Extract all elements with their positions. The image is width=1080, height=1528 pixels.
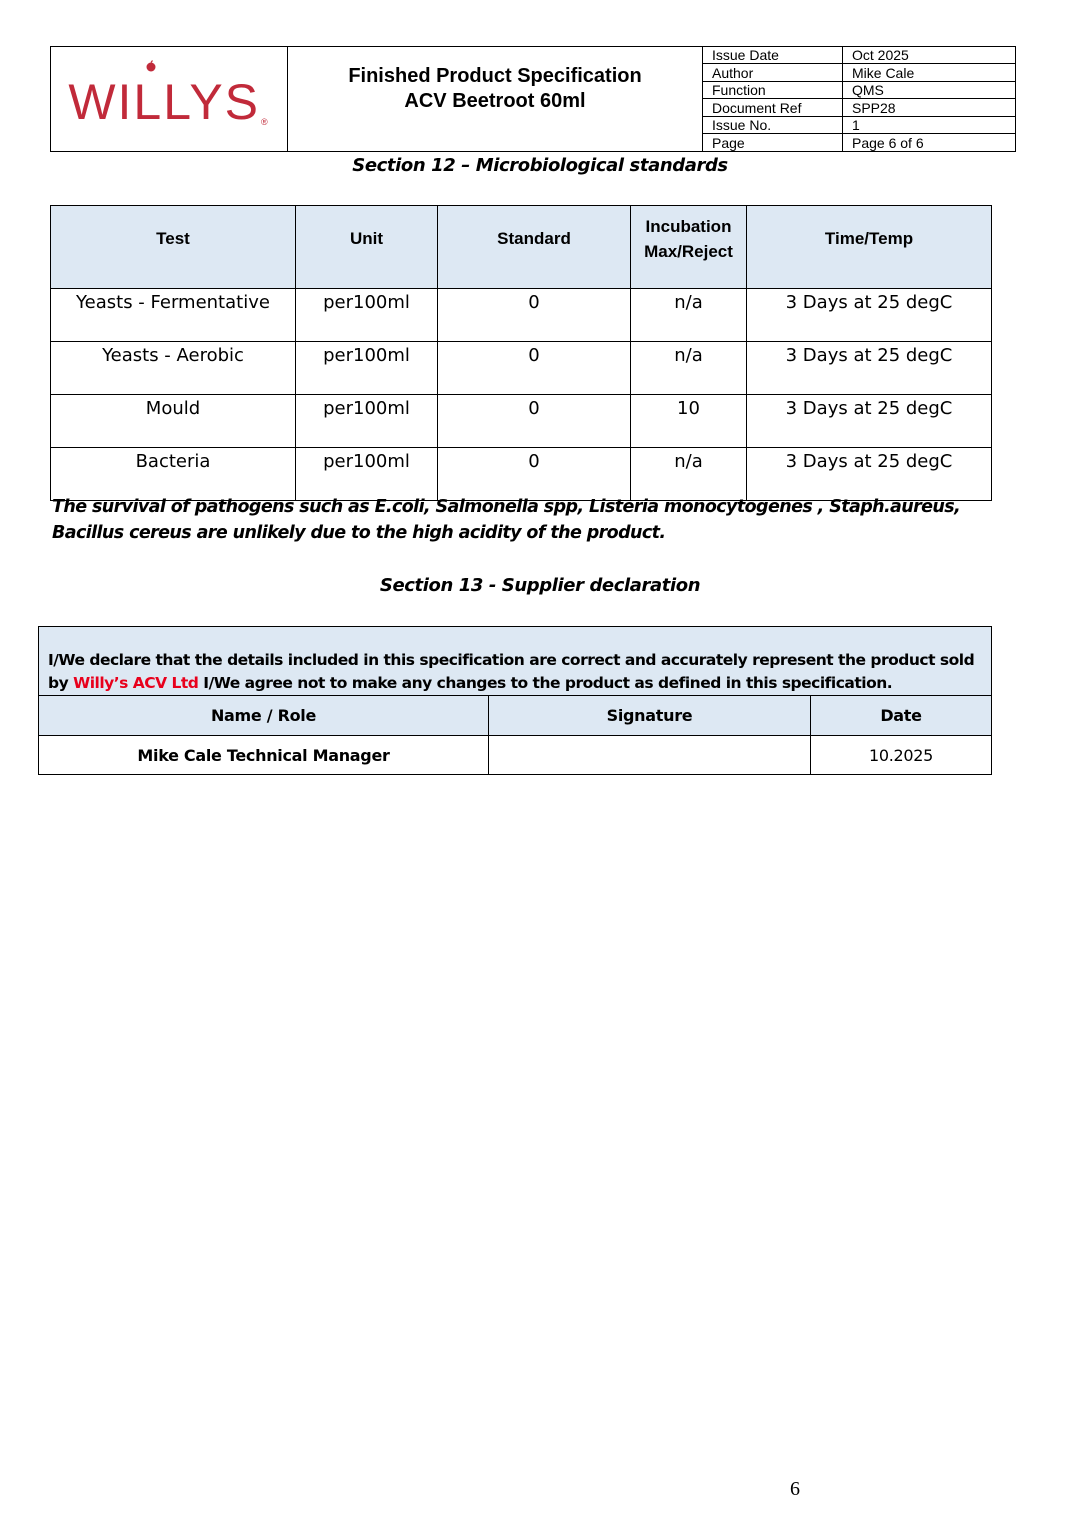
table-header-row: [51, 206, 992, 289]
section-13-title: Section 13 - Supplier declaration: [379, 575, 701, 596]
signature-value: [489, 736, 811, 775]
col-standard: Standard: [438, 206, 631, 289]
table-header-row: [39, 696, 992, 736]
name-role-value: Mike Cale Technical Manager: [39, 736, 489, 775]
document-meta-table: [703, 47, 1015, 151]
table-row: Bacteria per100ml 0 n/a 3 Days at 25 degC: [51, 448, 992, 501]
meta-key: Issue Date: [703, 47, 843, 64]
page-number: 6: [790, 1478, 800, 1500]
meta-value: Mike Cale: [843, 64, 1016, 82]
col-name-role: Name / Role: [39, 696, 489, 736]
meta-row: [703, 134, 1015, 151]
table-row: Yeasts - Fermentative per100ml 0 n/a 3 Days at 25 degC: [51, 289, 992, 342]
meta-value: SPP28: [843, 99, 1016, 117]
meta-value: 1: [843, 116, 1016, 134]
col-time-temp: Time/Temp: [747, 206, 992, 289]
section-12-title: Section 12 – Microbiological standards: [352, 155, 728, 176]
date-value: 10.2025: [811, 736, 992, 775]
meta-key: Document Ref: [703, 99, 843, 117]
col-unit: Unit: [296, 206, 438, 289]
document-header: [50, 46, 1016, 152]
meta-row: [703, 81, 1015, 99]
meta-row: [703, 116, 1015, 134]
col-incubation: Incubation Max/Reject: [631, 206, 747, 289]
col-test: Test: [51, 206, 296, 289]
col-date: Date: [811, 696, 992, 736]
table-row: Mould per100ml 0 10 3 Days at 25 degC: [51, 395, 992, 448]
declaration-text: I/We declare that the details included in this specification are correct and accurately represent the product sold by Willy’s ACV Ltd I/We agree not to make any changes to the product as defined in this specification.: [39, 627, 992, 696]
company-name: Willy’s ACV Ltd: [73, 674, 199, 692]
meta-key: Author: [703, 64, 843, 82]
meta-row: [703, 99, 1015, 117]
document-title: [288, 47, 703, 151]
meta-value: QMS: [843, 81, 1016, 99]
meta-key: Function: [703, 81, 843, 99]
meta-row: [703, 64, 1015, 82]
meta-key: Issue No.: [703, 116, 843, 134]
meta-row: [703, 47, 1015, 64]
col-signature: Signature: [489, 696, 811, 736]
table-row: [39, 736, 992, 775]
willys-logo: WILLYS®: [68, 74, 270, 130]
micro-standards-table: [50, 205, 992, 501]
title-line-1: Finished Product Specification: [348, 65, 642, 87]
supplier-declaration-table: [38, 626, 992, 775]
declaration-intro-row: [39, 627, 992, 696]
meta-value: Oct 2025: [843, 47, 1016, 64]
table-row: Yeasts - Aerobic per100ml 0 n/a 3 Days at 25 degC: [51, 342, 992, 395]
apple-icon: [145, 60, 157, 72]
meta-key: Page: [703, 134, 843, 151]
pathogen-note: The survival of pathogens such as E.coli, Salmonella spp, Listeria monocytogenes , Staph.aureus, Bacillus cereus are unlikely due to the high acidity of the product.: [52, 497, 961, 543]
meta-value: Page 6 of 6: [852, 134, 924, 151]
logo-cell: [51, 47, 288, 151]
title-line-2: ACV Beetroot 60ml: [404, 90, 586, 112]
